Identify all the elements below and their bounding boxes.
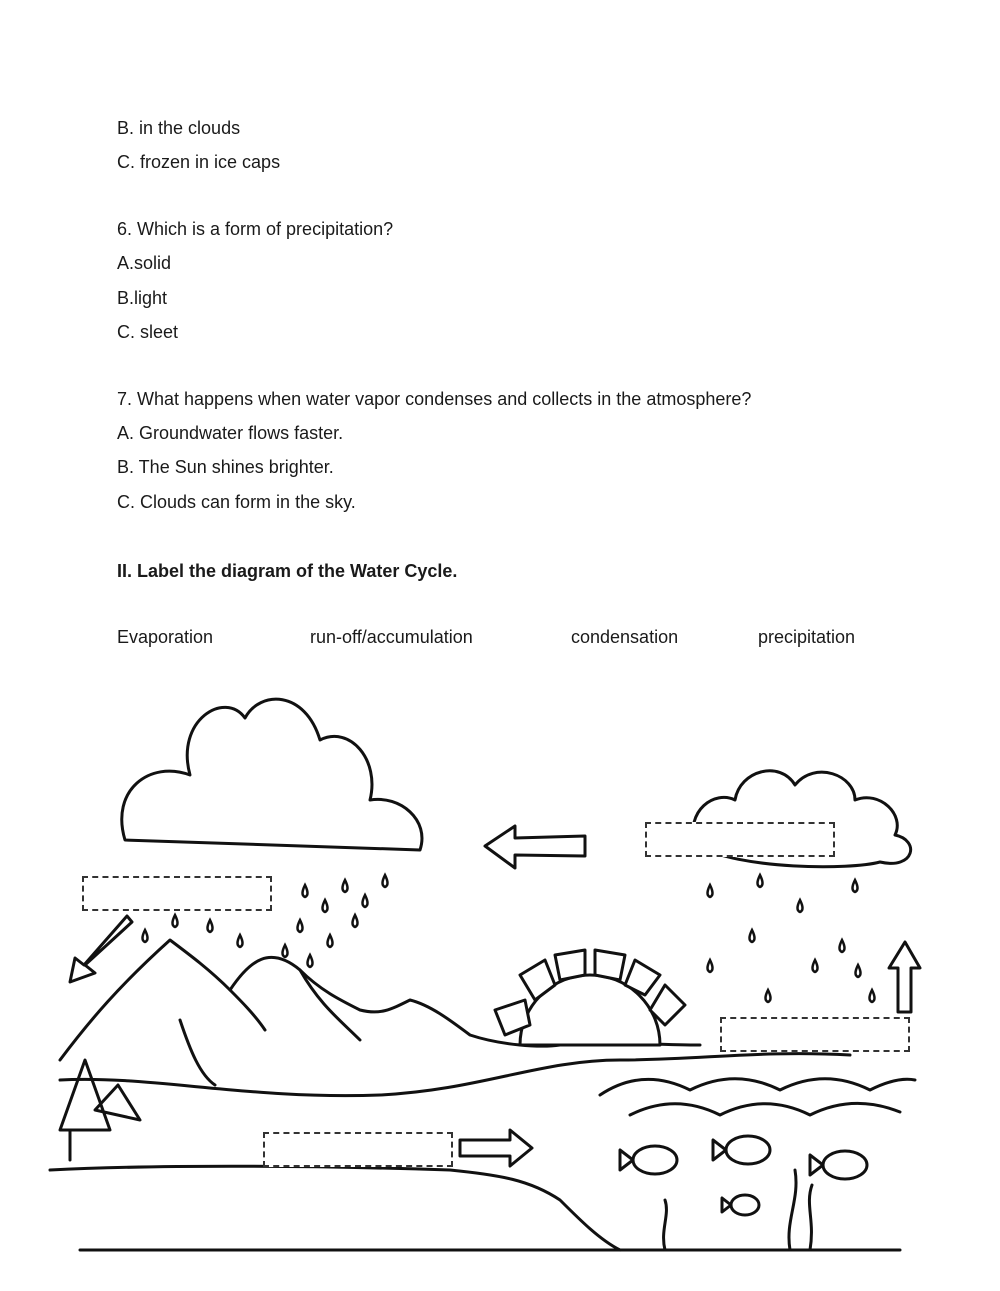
trees bbox=[60, 1060, 140, 1160]
q5-option-b: B. in the clouds bbox=[117, 118, 241, 138]
q6-option-a[interactable]: A.solid bbox=[117, 253, 172, 273]
section-heading: II. Label the diagram of the Water Cycle. bbox=[117, 561, 458, 581]
ocean-waves bbox=[600, 1079, 915, 1095]
fish-icon bbox=[620, 1136, 867, 1215]
raindrops-right bbox=[708, 875, 875, 1002]
word-evaporation[interactable]: Evaporation bbox=[117, 627, 214, 647]
drop-zone-precipitation[interactable] bbox=[82, 876, 272, 911]
q7-option-b[interactable]: B. The Sun shines brighter. bbox=[117, 457, 334, 477]
q7-option-c[interactable]: C. Clouds can form in the sky. bbox=[117, 492, 356, 512]
q7-question: 7. What happens when water vapor condenses and collects in the atmosphere? bbox=[117, 389, 752, 409]
drop-zone-condensation[interactable] bbox=[645, 822, 835, 857]
word-condensation[interactable]: condensation bbox=[571, 627, 679, 647]
ground bbox=[50, 1166, 620, 1250]
arrow-right-icon bbox=[460, 1130, 532, 1166]
left-cloud bbox=[122, 699, 422, 850]
q5-option-c: C. frozen in ice caps bbox=[117, 152, 281, 172]
word-precipitation[interactable]: precipitation bbox=[758, 627, 856, 647]
arrow-down-left-icon bbox=[70, 916, 132, 982]
arrow-left-icon bbox=[485, 826, 585, 868]
drop-zone-evaporation[interactable] bbox=[720, 1017, 910, 1052]
drop-zone-runoff[interactable] bbox=[263, 1132, 453, 1167]
q7-option-a[interactable]: A. Groundwater flows faster. bbox=[117, 423, 344, 443]
q6-question: 6. Which is a form of precipitation? bbox=[117, 219, 394, 239]
word-runoff-accumulation[interactable]: run-off/accumulation bbox=[310, 627, 473, 647]
q6-option-b[interactable]: B.light bbox=[117, 288, 168, 308]
arrow-up-icon bbox=[889, 942, 920, 1012]
q6-option-c[interactable]: C. sleet bbox=[117, 322, 179, 342]
water-cycle-diagram bbox=[0, 660, 1000, 1291]
river bbox=[60, 1054, 850, 1096]
